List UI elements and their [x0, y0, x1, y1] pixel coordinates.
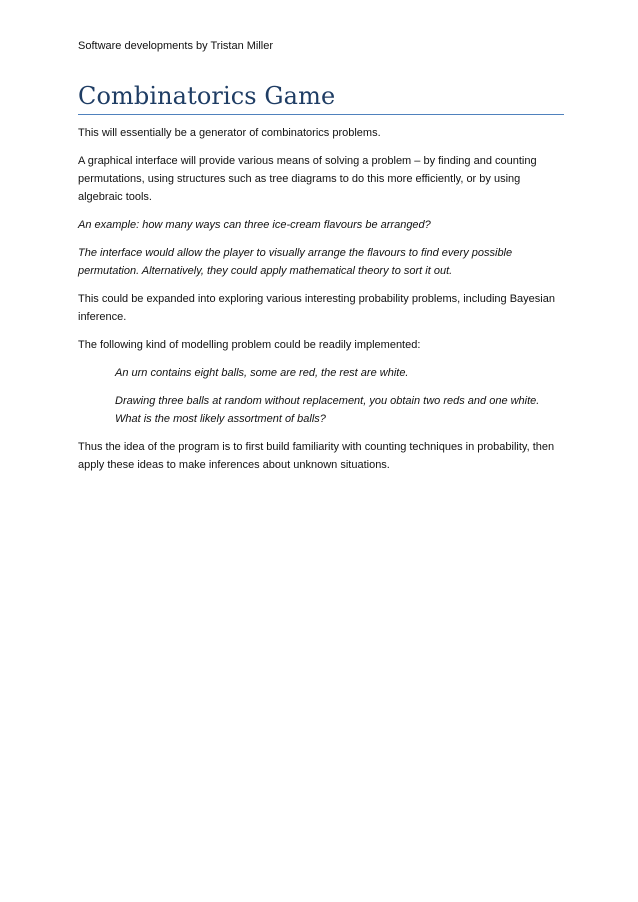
quote-drawing: Drawing three balls at random without replacement, you obtain two reds and one white. What is the most likely assortment of balls? — [115, 395, 540, 425]
title-underline — [78, 114, 564, 115]
running-header: Software developments by Tristan Miller — [78, 40, 274, 52]
paragraph-interface-example: The interface would allow the player to visually arrange the flavours to find every possible permutation. Alternatively, they could apply mathematical theory to sort it out. — [78, 247, 513, 277]
document-body — [78, 124, 564, 484]
quote-urn: An urn contains eight balls, some are red, the rest are white. — [115, 367, 409, 379]
paragraph-example: An example: how many ways can three ice-cream flavours be arranged? — [78, 219, 431, 231]
document-title: Combinatorics Game — [78, 82, 336, 110]
paragraph-interface: A graphical interface will provide various means of solving a problem – by finding and counting permutations, using structures such as tree diagrams to do this more efficiently, or by using algebraic tools. — [78, 155, 537, 203]
paragraph-intro: This will essentially be a generator of combinatorics problems. — [78, 127, 381, 139]
paragraph-expansion: This could be expanded into exploring various interesting probability problems, including Bayesian inference. — [78, 293, 555, 323]
paragraph-conclusion: Thus the idea of the program is to first build familiarity with counting techniques in probability, then apply these ideas to make inferences about unknown situations. — [78, 441, 555, 471]
paragraph-modelling: The following kind of modelling problem could be readily implemented: — [78, 339, 421, 351]
